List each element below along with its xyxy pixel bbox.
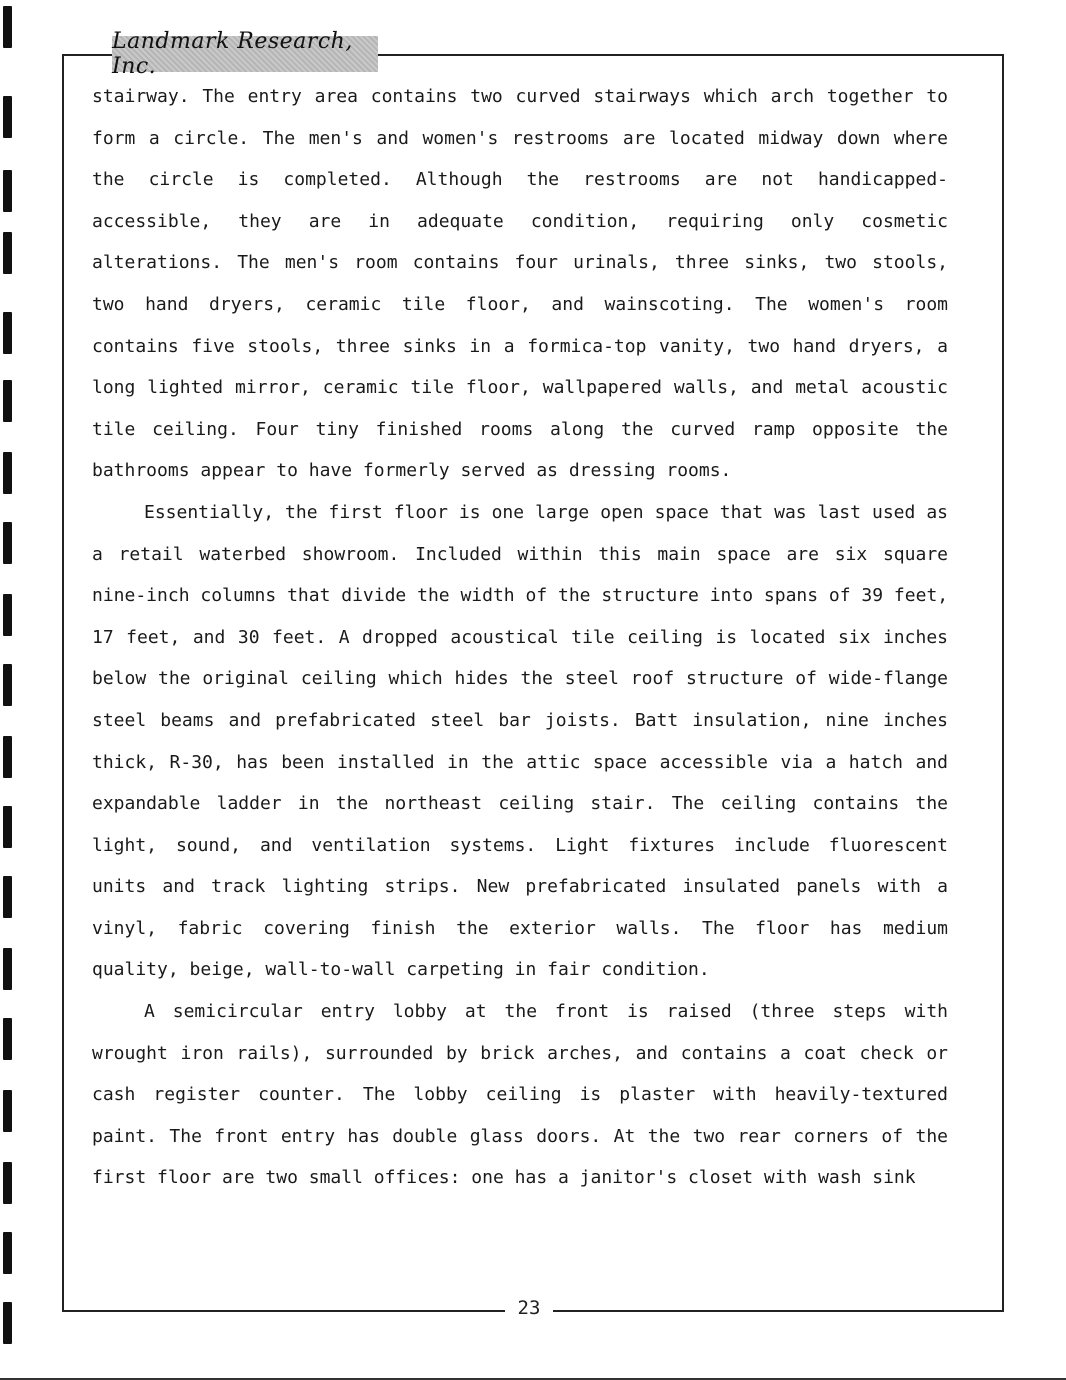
text-line: a retail waterbed showroom. Included within this main space are six square — [92, 543, 948, 565]
text-line: contains five stools, three sinks in a formica-top vanity, two hand dryers, a — [92, 335, 948, 357]
page-number: 23 — [505, 1293, 553, 1323]
text-line: long lighted mirror, ceramic tile floor, wallpapered walls, and metal acoustic — [92, 377, 948, 399]
binding-hole — [3, 380, 12, 422]
binding-hole — [3, 736, 12, 778]
binding-hole — [3, 522, 12, 564]
binding-hole — [3, 876, 12, 918]
text-line: tile ceiling. Four tiny finished rooms along the curved ramp opposite the — [92, 418, 948, 440]
binding-hole — [3, 664, 12, 706]
binding-hole — [3, 1232, 12, 1274]
binding-hole — [3, 96, 12, 138]
text-line: wrought iron rails), surrounded by brick arches, and contains a coat check or — [92, 1042, 948, 1064]
text-line: steel beams and prefabricated steel bar joists. Batt insulation, nine inches — [92, 709, 948, 731]
paragraph — [92, 991, 948, 1199]
binding-hole — [3, 452, 12, 494]
text-line: form a circle. The men's and women's restrooms are located midway down where — [92, 127, 948, 149]
text-line: bathrooms appear to have formerly served as dressing rooms. — [92, 460, 732, 482]
text-line: paint. The front entry has double glass doors. At the two rear corners of the — [92, 1125, 948, 1147]
binding-holes — [3, 0, 19, 1380]
text-line: cash register counter. The lobby ceiling is plaster with heavily-textured — [92, 1084, 948, 1106]
text-line: vinyl, fabric covering finish the exterior walls. The floor has medium — [92, 917, 948, 939]
text-line: two hand dryers, ceramic tile floor, and wainscoting. The women's room — [92, 293, 948, 315]
text-line: thick, R-30, has been installed in the attic space accessible via a hatch and — [92, 751, 948, 773]
text-line: first floor are two small offices: one has a janitor's closet with wash sink — [92, 1167, 916, 1189]
binding-hole — [3, 312, 12, 354]
binding-hole — [3, 170, 12, 212]
binding-hole — [3, 1302, 12, 1344]
text-line: expandable ladder in the northeast ceiling stair. The ceiling contains the — [92, 793, 948, 815]
text-line: Essentially, the first floor is one large open space that was last used as — [144, 501, 948, 523]
paragraph — [92, 76, 948, 492]
company-logo: Landmark Research, Inc. — [112, 36, 378, 72]
text-line: 17 feet, and 30 feet. A dropped acoustical tile ceiling is located six inches — [92, 626, 948, 648]
text-line: alterations. The men's room contains four urinals, three sinks, two stools, — [92, 252, 948, 274]
binding-hole — [3, 948, 12, 990]
text-line: nine-inch columns that divide the width of the structure into spans of 39 feet, — [92, 585, 949, 607]
text-line: light, sound, and ventilation systems. Light fixtures include fluorescent — [92, 834, 948, 856]
binding-hole — [3, 232, 12, 274]
binding-hole — [3, 594, 12, 636]
binding-hole — [3, 6, 12, 48]
text-line: the circle is completed. Although the restrooms are not handicapped- — [92, 169, 948, 191]
binding-hole — [3, 1090, 12, 1132]
body-text — [92, 76, 948, 1199]
binding-hole — [3, 1162, 12, 1204]
text-line: below the original ceiling which hides the steel roof structure of wide-flange — [92, 668, 948, 690]
text-line: units and track lighting strips. New prefabricated insulated panels with a — [92, 876, 948, 898]
text-line: A semicircular entry lobby at the front is raised (three steps with — [144, 1001, 948, 1023]
paragraph — [92, 492, 948, 991]
binding-hole — [3, 806, 12, 848]
text-line: quality, beige, wall-to-wall carpeting in fair condition. — [92, 959, 710, 981]
text-line: accessible, they are in adequate condition, requiring only cosmetic — [92, 210, 948, 232]
binding-hole — [3, 1018, 12, 1060]
text-line: stairway. The entry area contains two curved stairways which arch together to — [92, 86, 948, 107]
